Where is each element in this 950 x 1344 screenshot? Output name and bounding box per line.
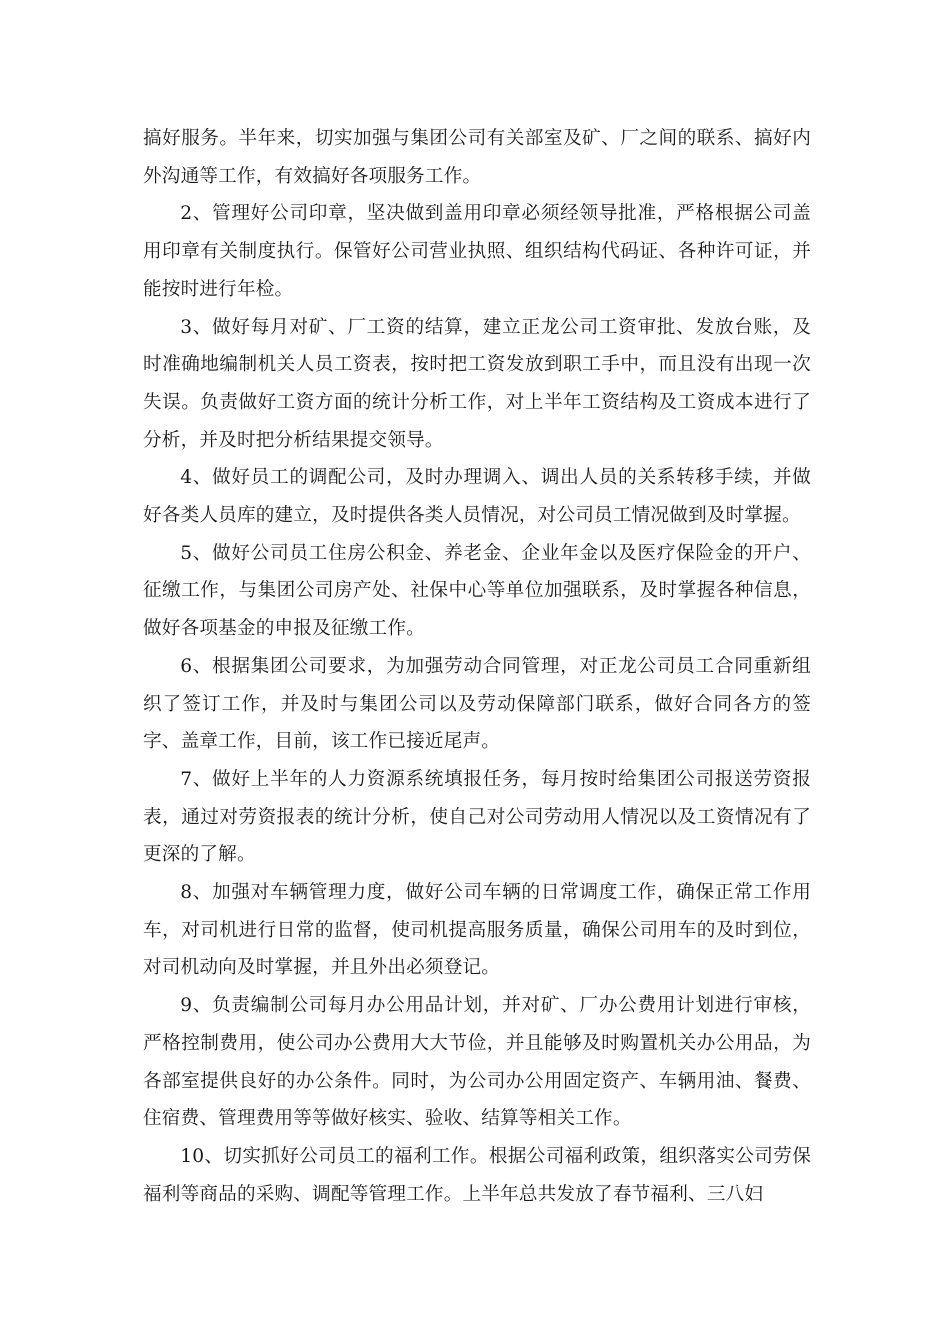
document-body <box>143 120 811 1213</box>
paragraph-item-7: 7、做好上半年的人力资源系统填报任务，每月按时给集团公司报送劳资报表，通过对劳资报表的统计分析，使自己对公司劳动用人情况以及工资情况有了更深的了解。 <box>143 768 811 866</box>
paragraph-item-4: 4、做好员工的调配公司，及时办理调入、调出人员的关系转移手续，并做好各类人员库的建立，及时提供各类人员情况，对公司员工情况做到及时掌握。 <box>143 467 811 527</box>
paragraph-item-9: 9、负责编制公司每月办公用品计划，并对矿、厂办公费用计划进行审核，严格控制费用，使公司办公费用大大节俭，并且能够及时购置机关办公用品，为各部室提供良好的办公条件。同时，为公司办公用固定资产、车辆用油、餐费、住宿费、管理费用等等做好核实、验收、结算等相关工作。 <box>143 995 811 1130</box>
paragraph-continuation: 搞好服务。半年来，切实加强与集团公司有关部室及矿、厂之间的联系、搞好内外沟通等工作，有效搞好各项服务工作。 <box>143 128 811 187</box>
paragraph-item-10: 10、切实抓好公司员工的福利工作。根据公司福利政策，组织落实公司劳保福利等商品的采购、调配等管理工作。上半年总共发放了春节福利、三八妇 <box>143 1145 811 1205</box>
paragraph-item-2: 2、管理好公司印章，坚决做到盖用印章必须经领导批准，严格根据公司盖用印章有关制度执行。保管好公司营业执照、组织结构代码证、各种许可证，并能按时进行年检。 <box>143 203 811 300</box>
paragraph-item-8: 8、加强对车辆管理力度，做好公司车辆的日常调度工作，确保正常工作用车，对司机进行日常的监督，使司机提高服务质量，确保公司用车的及时到位，对司机动向及时掌握，并且外出必须登记。 <box>143 882 811 979</box>
paragraph-item-5: 5、做好公司员工住房公积金、养老金、企业年金以及医疗保险金的开户、征缴工作，与集团公司房产处、社保中心等单位加强联系，及时掌握各种信息，做好各项基金的申报及征缴工作。 <box>143 542 811 640</box>
paragraph-item-6: 6、根据集团公司要求，为加强劳动合同管理，对正龙公司员工合同重新组织了签订工作，并及时与集团公司以及劳动保障部门联系，做好合同各方的签字、盖章工作，目前，该工作已接近尾声。 <box>143 655 811 753</box>
paragraph-item-3: 3、做好每月对矿、厂工资的结算，建立正龙公司工资审批、发放台账，及时准确地编制机关人员工资表，按时把工资发放到职工手中，而且没有出现一次失误。负责做好工资方面的统计分析工作，对上半年工资结构及工资成本进行了分析，并及时把分析结果提交领导。 <box>143 316 811 451</box>
